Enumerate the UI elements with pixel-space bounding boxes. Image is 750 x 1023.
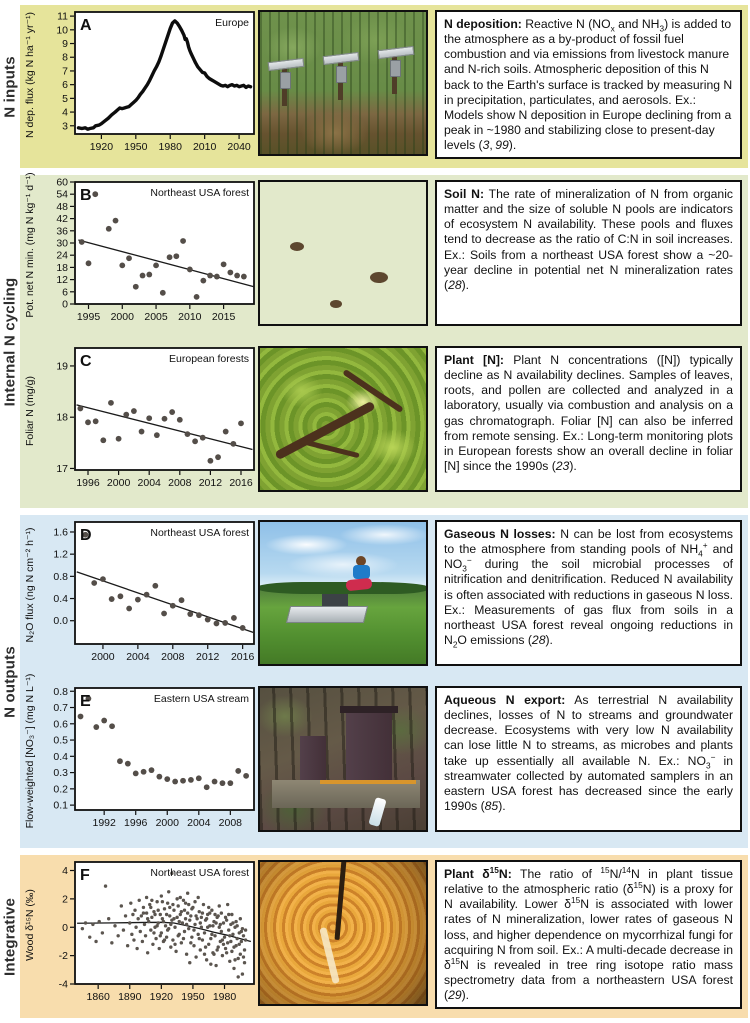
photo-tree-ring-cross-section xyxy=(258,860,428,1006)
soil-stone xyxy=(370,272,388,283)
svg-text:2012: 2012 xyxy=(198,477,223,489)
row-panel-d xyxy=(20,517,744,683)
svg-text:5: 5 xyxy=(62,92,68,105)
svg-text:European forests: European forests xyxy=(169,353,249,365)
weir-edge xyxy=(320,780,416,784)
svg-text:-2: -2 xyxy=(58,950,68,963)
chart-d-ylabel: N₂O flux (ng N cm⁻² h⁻¹) xyxy=(24,527,36,643)
svg-text:18: 18 xyxy=(56,411,68,424)
row-panel-e xyxy=(20,673,744,849)
svg-text:24: 24 xyxy=(56,249,68,262)
svg-text:1890: 1890 xyxy=(118,991,142,1003)
panel-f-body: The ratio of $^{15}$N/$^{14}$N in plant tissue relative to the atmospheric ratio $(\delta^{15}N)$ is a proxy for N availability. Lower $\delta^{15}N$ is associated with lower rates of N mineralization, lower rates of gaseous N loss, and higher dependence on mycorrhizal fungi for acquiring N from soil. Ex.: A multi-decade decrease in $\delta^{15}N$ is revealed in tree ring isotope ratio mass spectrometry data from a northeastern USA forest (29). xyxy=(444,864,733,1002)
sampler-box xyxy=(300,736,326,782)
svg-text:1920: 1920 xyxy=(89,141,114,153)
svg-text:1950: 1950 xyxy=(181,991,205,1003)
svg-text:1.6: 1.6 xyxy=(53,526,68,539)
panel-a-textbox xyxy=(435,10,742,159)
svg-text:2016: 2016 xyxy=(230,651,255,663)
panel-c-body: Plant N concentrations ([N]) typically decline as N availability declines. Samples of leaves, roots, and pollen are collected and analyzed in a laboratory, usually via combustion and analysis on a gas chromatograph. Foliar [N] can also be inferred from remote sensing. Ex.: Long-term monitoring plots in European forests show an overall decline in foliar [N] since the 1990s (23). xyxy=(444,353,733,473)
section-label-internal-n-cycling: Internal N cycling xyxy=(1,277,19,406)
tree-ring-crack xyxy=(335,860,347,940)
svg-text:2004: 2004 xyxy=(126,651,150,663)
panel-e-textbox xyxy=(435,686,742,832)
svg-text:2010: 2010 xyxy=(192,141,217,153)
chart-e xyxy=(40,683,258,839)
svg-text:1860: 1860 xyxy=(86,991,110,1003)
svg-text:2010: 2010 xyxy=(178,311,202,323)
svg-text:4: 4 xyxy=(62,865,68,878)
chart-a xyxy=(40,7,258,163)
svg-text:1992: 1992 xyxy=(92,817,116,829)
svg-text:0.8: 0.8 xyxy=(53,570,68,583)
svg-text:A: A xyxy=(80,17,92,34)
svg-text:1950: 1950 xyxy=(124,141,148,153)
svg-text:1996: 1996 xyxy=(76,477,100,489)
row-panel-c xyxy=(20,343,744,509)
svg-text:2000: 2000 xyxy=(106,477,131,489)
svg-text:3: 3 xyxy=(62,120,68,133)
svg-text:2004: 2004 xyxy=(137,477,161,489)
svg-text:D: D xyxy=(80,527,92,544)
chart-e-area xyxy=(20,673,258,839)
svg-text:Northeast USA forest: Northeast USA forest xyxy=(150,527,249,539)
photo-stream-sampler-hut xyxy=(258,686,428,832)
svg-text:2000: 2000 xyxy=(155,817,179,829)
photo-gas-flux-chamber-field xyxy=(258,520,428,666)
sampler-hut-roof xyxy=(340,706,398,713)
svg-text:36: 36 xyxy=(56,225,68,238)
svg-text:42: 42 xyxy=(56,213,68,226)
chart-a-ylabel: N dep. flux (kg N ha⁻¹ yr⁻¹) xyxy=(24,11,36,139)
panel-d-body: N can be lost from ecosystems to the atmosphere from standing pools of $NH_4^+$ and $NO_3^-$ during the soil microbial processes of nitrification and denitrification. Reduced N availability is often associated with reductions in gaseous N loss. Ex.: Measurements of gas flux from soils in a northeast USA forest reveal ongoing reductions in $N_2O$ emissions (28). xyxy=(444,527,734,650)
svg-text:F: F xyxy=(80,867,90,884)
svg-text:1980: 1980 xyxy=(158,141,182,153)
svg-text:Northeast USA forest: Northeast USA forest xyxy=(150,867,249,879)
chart-b-ylabel: Pot. net N min. (mg N kg⁻¹ d⁻¹) xyxy=(24,172,36,318)
svg-text:Europe: Europe xyxy=(215,17,249,29)
svg-text:0.0: 0.0 xyxy=(53,615,68,628)
svg-text:30: 30 xyxy=(56,237,68,250)
svg-text:0.1: 0.1 xyxy=(53,799,68,812)
chart-c-area xyxy=(20,343,258,499)
svg-text:0.6: 0.6 xyxy=(53,718,68,731)
photo-tree-canopy xyxy=(258,346,428,492)
svg-text:48: 48 xyxy=(56,200,68,213)
band-internal-n-cycling xyxy=(1,172,748,508)
panel-f-textbox xyxy=(435,860,742,1009)
band-n-outputs xyxy=(1,515,748,848)
svg-text:C: C xyxy=(80,353,92,370)
photo-soil-profile xyxy=(258,180,428,326)
svg-text:2000: 2000 xyxy=(91,651,115,663)
soil-stone xyxy=(290,242,304,251)
svg-text:17: 17 xyxy=(56,462,68,475)
panel-f-lead: Plant $\delta^{15}N$: xyxy=(444,864,512,881)
band-integrative xyxy=(1,855,748,1018)
svg-text:0.5: 0.5 xyxy=(53,734,68,747)
row-panel-b xyxy=(20,172,744,343)
svg-text:Eastern USA stream: Eastern USA stream xyxy=(153,693,249,705)
svg-text:12: 12 xyxy=(56,274,68,287)
svg-text:2008: 2008 xyxy=(161,651,185,663)
collector-box xyxy=(336,66,347,83)
svg-text:1.2: 1.2 xyxy=(53,548,68,561)
chart-f-area xyxy=(20,857,258,1013)
svg-text:18: 18 xyxy=(56,261,68,274)
svg-text:2000: 2000 xyxy=(110,311,134,323)
svg-text:0: 0 xyxy=(62,921,68,934)
chart-f xyxy=(40,857,258,1013)
svg-text:2: 2 xyxy=(62,893,68,906)
svg-text:B: B xyxy=(80,187,92,204)
soil-stone xyxy=(330,300,342,308)
svg-text:2008: 2008 xyxy=(168,477,192,489)
svg-text:2008: 2008 xyxy=(218,817,243,829)
chart-f-ylabel: Wood δ¹⁵N (‰) xyxy=(24,889,36,961)
panel-e-lead: Aqueous N export: xyxy=(444,693,566,707)
panel-c-textbox xyxy=(435,346,742,492)
svg-text:0.4: 0.4 xyxy=(53,593,68,606)
tree-branch xyxy=(300,439,359,458)
svg-text:1995: 1995 xyxy=(76,311,101,323)
svg-text:-4: -4 xyxy=(58,978,68,991)
svg-text:8: 8 xyxy=(62,51,68,64)
svg-text:1980: 1980 xyxy=(212,991,237,1003)
svg-text:2004: 2004 xyxy=(187,817,211,829)
treeline xyxy=(258,582,428,595)
sampler-hut xyxy=(346,713,392,781)
svg-text:54: 54 xyxy=(56,188,68,201)
researcher-shirt xyxy=(353,565,370,579)
photo-forest-precipitation-collectors xyxy=(258,10,428,156)
svg-text:0: 0 xyxy=(62,298,68,311)
svg-text:2016: 2016 xyxy=(229,477,253,489)
svg-text:Northeast USA forest: Northeast USA forest xyxy=(150,187,249,199)
svg-text:60: 60 xyxy=(56,177,68,189)
section-label-n-outputs: N outputs xyxy=(1,645,19,718)
svg-text:6: 6 xyxy=(62,79,68,92)
svg-text:10: 10 xyxy=(56,24,68,37)
row-panel-a xyxy=(20,7,744,168)
collector-box xyxy=(390,60,401,77)
svg-text:2040: 2040 xyxy=(227,141,251,153)
gas-flux-chamber-lid xyxy=(322,594,348,606)
chart-c xyxy=(40,343,258,499)
chart-d-area xyxy=(20,517,258,673)
svg-text:2015: 2015 xyxy=(211,311,236,323)
svg-text:0.7: 0.7 xyxy=(53,702,68,715)
chart-b-area xyxy=(20,172,258,333)
section-label-n-inputs: N inputs xyxy=(1,55,19,118)
section-label-integrative: Integrative xyxy=(1,897,19,976)
panel-d-lead: Gaseous N losses: xyxy=(444,527,556,541)
collector-box xyxy=(280,72,291,89)
tree-branch xyxy=(274,401,375,461)
stream-weir xyxy=(272,780,420,808)
svg-text:1920: 1920 xyxy=(149,991,174,1003)
panel-d-textbox xyxy=(435,520,742,666)
chart-b xyxy=(40,177,258,333)
panel-b-textbox xyxy=(435,180,742,326)
svg-text:9: 9 xyxy=(62,38,68,51)
svg-text:2005: 2005 xyxy=(144,311,168,323)
svg-text:0.2: 0.2 xyxy=(53,783,68,796)
chart-d xyxy=(40,517,258,673)
panel-e-body: As terrestrial N availability declines, losses of N to streams and groundwater decrease. Ecosystems with very low N availability can lose little N to streams, as microbes and plants take up essentially all available N. Ex.: $NO_3^-$ in streamwater collected by automated samplers in an eastern USA forest has decreased since the early 1990s (85). xyxy=(444,693,733,813)
svg-text:6: 6 xyxy=(62,286,68,299)
svg-text:0.4: 0.4 xyxy=(53,750,68,763)
svg-text:E: E xyxy=(80,693,91,710)
panel-c-lead: Plant [N]: xyxy=(444,353,504,367)
panel-a-lead: N deposition: xyxy=(444,17,522,31)
svg-text:19: 19 xyxy=(56,360,68,373)
svg-text:2012: 2012 xyxy=(196,651,220,663)
svg-text:7: 7 xyxy=(62,65,68,78)
svg-text:0.8: 0.8 xyxy=(53,685,68,698)
svg-text:11: 11 xyxy=(57,10,68,23)
svg-text:0.3: 0.3 xyxy=(53,767,68,780)
panel-a-body: Reactive N ($NO_x$ and $NH_3$) is added to the atmosphere as a by-product of fossil fuel combustion and via emissions from livestock manure and N-rich soils. Atmospheric deposition of this N back to the Earth's surface is tracked by measuring N in precipitation, particulates, and aerosols. Ex.: Models show N deposition in Europe declining from a peak in ~1980 and stabilizing close to present-day levels (3, 99). xyxy=(444,17,733,152)
svg-text:1996: 1996 xyxy=(124,817,148,829)
svg-text:4: 4 xyxy=(62,106,68,119)
chart-e-ylabel: Flow-weighted [NO₃⁻] (mg N L⁻¹) xyxy=(24,673,36,829)
chart-c-ylabel: Foliar N (mg/g) xyxy=(24,375,36,447)
chart-a-area xyxy=(20,7,258,163)
panel-b-lead: Soil N: xyxy=(444,187,485,201)
row-panel-f xyxy=(20,857,744,1018)
gas-flux-chamber xyxy=(286,606,368,623)
panel-b-body: The rate of mineralization of N from organic matter and the size of soluble N pools are indicators of ecosystem N availability. These pools and fluxes tend to decrease as the ratio of C:N in soil increases. Ex.: Soils from a northeast USA forest show a ~20-year decline in potential net N mineralization rates (28). xyxy=(444,187,734,292)
band-n-inputs xyxy=(1,5,748,168)
